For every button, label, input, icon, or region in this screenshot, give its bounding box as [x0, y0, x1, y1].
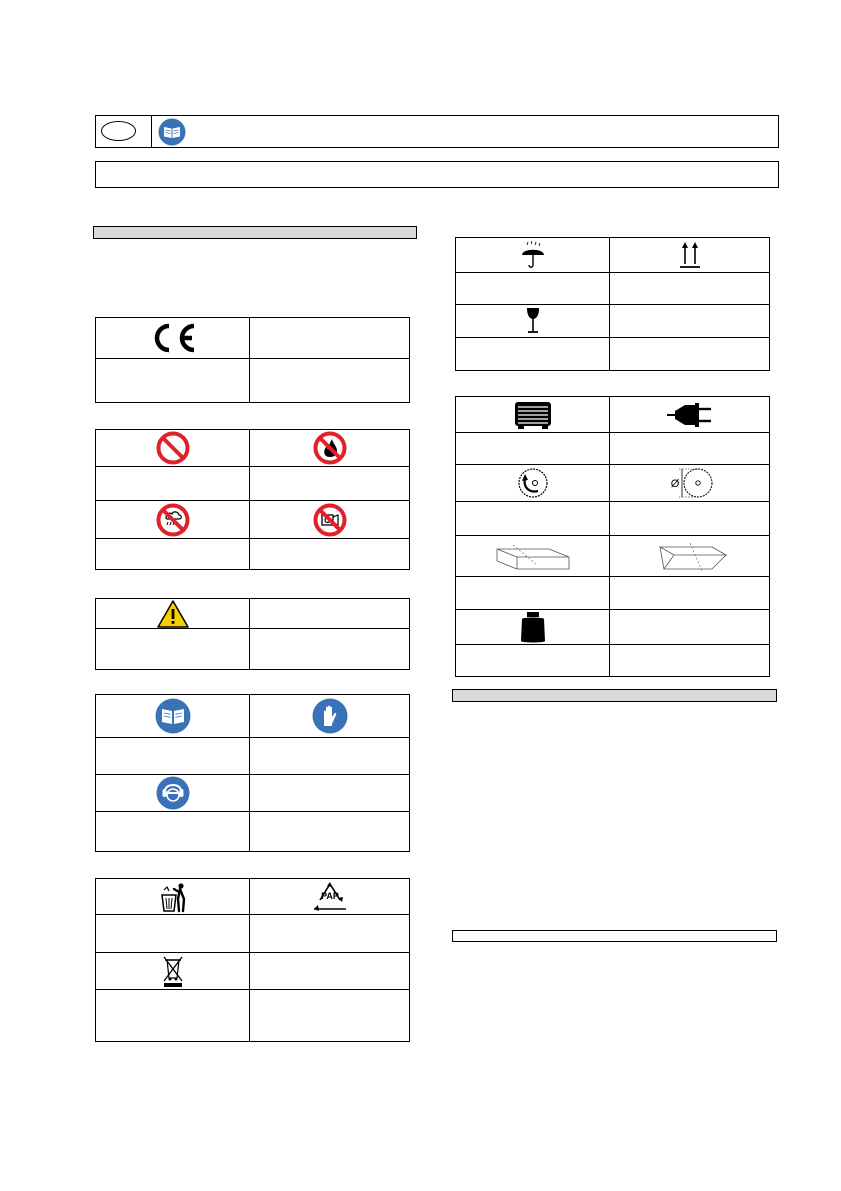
ce-desc-cell: [250, 318, 410, 359]
power-plug-icon: [665, 399, 715, 431]
warning-triangle-icon: [157, 600, 189, 628]
ce-table: [95, 317, 410, 403]
recycle-pap-icon: [305, 881, 355, 913]
read-manual-icon: [158, 118, 186, 146]
diameter-label: Ø: [670, 478, 679, 490]
no-wet-environment-icon: [156, 503, 190, 537]
disposal-table: [95, 878, 410, 1042]
motor-icon: [511, 399, 555, 431]
header-bar: [95, 115, 779, 148]
ce-mark-icon: [148, 322, 198, 354]
this-way-up-icon: [675, 240, 705, 270]
ce-cell: [96, 318, 250, 359]
right-subsection-bar: [452, 930, 777, 942]
recycle-label: PAP: [320, 890, 339, 901]
subheader-bar: [95, 161, 779, 188]
mitre-cut-icon: [493, 539, 573, 573]
ear-eye-protection-icon: [156, 776, 190, 810]
prohibition-table: [95, 429, 410, 570]
dispose-bin-icon: [157, 881, 189, 913]
mandatory-table: [95, 694, 410, 852]
read-manual-icon: [155, 698, 191, 734]
text-cell: [96, 359, 250, 403]
bevel-cut-icon: [650, 539, 730, 573]
fragile-glass-icon: [523, 306, 543, 336]
right-section-title-bar: [452, 689, 777, 702]
language-code-oval: [101, 121, 136, 141]
no-camera-icon: [313, 503, 347, 537]
warning-table: [95, 598, 410, 670]
left-section-title-bar: [93, 226, 417, 239]
keep-dry-umbrella-icon: [518, 240, 548, 270]
weee-crossed-bin-icon: [161, 954, 185, 988]
packaging-table: [455, 237, 770, 371]
wear-gloves-icon: [312, 698, 348, 734]
no-fire-icon: [313, 431, 347, 465]
prohibition-icon: [156, 431, 190, 465]
technical-table: [455, 396, 770, 677]
header-separator: [151, 116, 152, 147]
blade-rotation-icon: [516, 466, 550, 500]
text-cell: [250, 359, 410, 403]
blade-diameter-icon: [658, 466, 722, 500]
weight-icon: [518, 610, 548, 644]
